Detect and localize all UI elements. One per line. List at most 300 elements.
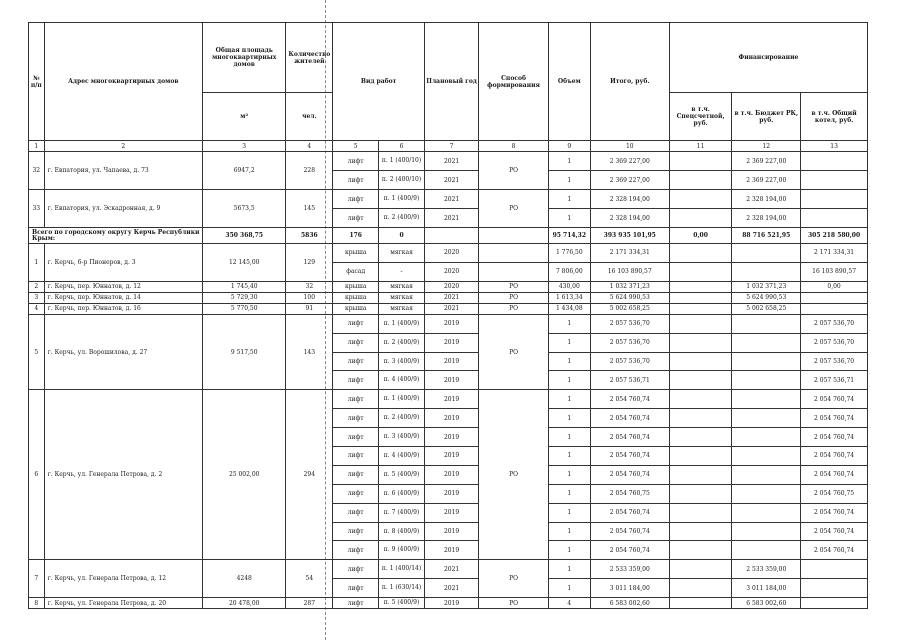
row-common: 2 054 760,74 <box>801 465 868 484</box>
row-volume: 1 <box>548 152 590 171</box>
row-residents: 287 <box>286 598 333 609</box>
row-budget <box>732 371 801 390</box>
row-method: РО <box>479 314 549 390</box>
row-work-sub: п. 1 (400/9) <box>379 390 425 409</box>
row-work-sub: п. 4 (400/9) <box>379 371 425 390</box>
column-number: 2 <box>44 141 202 152</box>
row-address: г. Евпатория, ул. Чапаева, д. 73 <box>44 152 202 190</box>
row-budget <box>732 244 801 263</box>
row-work-type: лифт <box>333 503 379 522</box>
row-residents: 228 <box>286 152 333 190</box>
total-year <box>424 228 478 244</box>
table-body-bottom <box>29 244 868 609</box>
row-work-sub: п. 1 (400/9) <box>379 190 425 209</box>
row-year: 2019 <box>424 428 478 447</box>
row-year: 2019 <box>424 352 478 371</box>
row-total: 2 054 760,74 <box>590 447 669 466</box>
row-budget: 5 624 990,53 <box>732 292 801 303</box>
row-year: 2021 <box>424 292 478 303</box>
row-special <box>669 262 732 281</box>
row-budget <box>732 333 801 352</box>
row-work-type: лифт <box>333 409 379 428</box>
total-c6: 0 <box>379 228 425 244</box>
row-work-type: лифт <box>333 541 379 560</box>
row-address: г. Керчь, пер. Юннатов, д. 12 <box>44 281 202 292</box>
row-residents: 54 <box>286 560 333 598</box>
row-budget: 3 011 184,00 <box>732 579 801 598</box>
row-num: 8 <box>29 598 45 609</box>
row-num: 3 <box>29 292 45 303</box>
row-work-type: лифт <box>333 171 379 190</box>
row-special <box>669 281 732 292</box>
row-total: 2 054 760,74 <box>590 390 669 409</box>
row-work-type: крыша <box>333 244 379 263</box>
capital-repair-table <box>28 22 868 609</box>
row-work-type: лифт <box>333 465 379 484</box>
row-address: г. Керчь, ул. Ворошилова, д. 27 <box>44 314 202 390</box>
column-number: 13 <box>801 141 868 152</box>
row-special <box>669 484 732 503</box>
total-label: Всего по городскому округу Керчь Республики Крым: <box>29 228 203 244</box>
row-method: РО <box>479 281 549 292</box>
row-year: 2019 <box>424 541 478 560</box>
column-number: 7 <box>424 141 478 152</box>
row-total: 6 583 002,60 <box>590 598 669 609</box>
row-common: 2 054 760,74 <box>801 447 868 466</box>
row-volume: 1 <box>548 409 590 428</box>
row-common <box>801 152 868 171</box>
row-work-type: крыша <box>333 281 379 292</box>
row-num: 7 <box>29 560 45 598</box>
row-work-type: лифт <box>333 484 379 503</box>
row-common <box>801 560 868 579</box>
table-row <box>29 390 868 409</box>
row-method: РО <box>479 190 549 228</box>
row-total: 2 369 227,00 <box>590 171 669 190</box>
row-area: 6947,2 <box>203 152 286 190</box>
table-row <box>29 281 868 292</box>
header-work-type: Вид работ <box>333 23 425 141</box>
row-area: 5 770,50 <box>203 303 286 314</box>
row-total: 1 032 371,23 <box>590 281 669 292</box>
row-volume: 1 <box>548 428 590 447</box>
table-row <box>29 152 868 171</box>
row-total: 2 054 760,74 <box>590 465 669 484</box>
row-common <box>801 209 868 228</box>
table-row <box>29 292 868 303</box>
row-residents: 32 <box>286 281 333 292</box>
row-method <box>479 244 549 263</box>
row-work-sub: п. 7 (400/9) <box>379 503 425 522</box>
header-residents-unit: чел. <box>286 93 333 141</box>
row-total: 2 054 760,74 <box>590 503 669 522</box>
row-residents: 145 <box>286 190 333 228</box>
row-year: 2019 <box>424 371 478 390</box>
row-residents: 294 <box>286 390 333 560</box>
row-budget: 2 328 194,00 <box>732 190 801 209</box>
row-work-type: лифт <box>333 522 379 541</box>
row-common: 2 054 760,74 <box>801 390 868 409</box>
row-special <box>669 244 732 263</box>
row-year: 2019 <box>424 598 478 609</box>
row-work-sub: мягкая <box>379 303 425 314</box>
row-year: 2019 <box>424 465 478 484</box>
row-total: 2 054 760,74 <box>590 428 669 447</box>
row-method <box>479 262 549 281</box>
row-num: 32 <box>29 152 45 190</box>
row-common: 2 054 760,74 <box>801 522 868 541</box>
header-num: № п/п <box>29 23 45 141</box>
column-number: 1 <box>29 141 45 152</box>
row-common: 2 057 536,70 <box>801 314 868 333</box>
header-total: Итого, руб. <box>590 23 669 141</box>
row-special <box>669 333 732 352</box>
row-year: 2019 <box>424 522 478 541</box>
row-work-sub: п. 1 (400/9) <box>379 314 425 333</box>
row-common: 2 054 760,74 <box>801 409 868 428</box>
row-work-sub: п. 2 (400/9) <box>379 333 425 352</box>
row-budget: 6 583 002,60 <box>732 598 801 609</box>
table-row <box>29 244 868 263</box>
row-volume: 1 <box>548 503 590 522</box>
row-total: 2 057 536,70 <box>590 352 669 371</box>
row-year: 2021 <box>424 579 478 598</box>
row-volume: 1 <box>548 465 590 484</box>
row-total: 3 011 184,00 <box>590 579 669 598</box>
row-special <box>669 409 732 428</box>
row-work-type: лифт <box>333 579 379 598</box>
row-special <box>669 465 732 484</box>
row-budget <box>732 541 801 560</box>
row-total: 2 057 536,70 <box>590 314 669 333</box>
row-volume: 1 <box>548 447 590 466</box>
row-method: РО <box>479 292 549 303</box>
row-special <box>669 371 732 390</box>
row-volume: 1 776,50 <box>548 244 590 263</box>
row-year: 2020 <box>424 262 478 281</box>
column-number: 10 <box>590 141 669 152</box>
row-work-type: лифт <box>333 598 379 609</box>
total-sum: 393 935 101,95 <box>590 228 669 244</box>
row-common: 16 103 890,57 <box>801 262 868 281</box>
column-number: 9 <box>548 141 590 152</box>
total-area: 350 368,75 <box>203 228 286 244</box>
table-row <box>29 303 868 314</box>
row-residents: 143 <box>286 314 333 390</box>
table-row <box>29 560 868 579</box>
row-special <box>669 303 732 314</box>
row-special <box>669 598 732 609</box>
row-work-sub: п. 2 (400/9) <box>379 209 425 228</box>
row-work-type: крыша <box>333 292 379 303</box>
row-common <box>801 303 868 314</box>
row-volume: 1 <box>548 371 590 390</box>
row-area: 5673,5 <box>203 190 286 228</box>
row-residents: 91 <box>286 303 333 314</box>
row-volume: 4 <box>548 598 590 609</box>
header-year: Плановый год <box>424 23 478 141</box>
row-special <box>669 352 732 371</box>
column-number: 5 <box>333 141 379 152</box>
header-financing: Финансирование <box>669 23 867 93</box>
row-work-sub: - <box>379 262 425 281</box>
row-budget: 2 369 227,00 <box>732 152 801 171</box>
row-special <box>669 522 732 541</box>
row-budget: 2 328 194,00 <box>732 209 801 228</box>
row-special <box>669 190 732 209</box>
row-total: 5 002 658,25 <box>590 303 669 314</box>
row-work-sub: п. 1 (400/10) <box>379 152 425 171</box>
row-work-sub: п. 2 (400/10) <box>379 171 425 190</box>
row-area: 12 145,00 <box>203 244 286 282</box>
table-row <box>29 598 868 609</box>
row-num: 5 <box>29 314 45 390</box>
row-work-sub: п. 8 (400/9) <box>379 522 425 541</box>
row-num: 2 <box>29 281 45 292</box>
row-special <box>669 503 732 522</box>
row-work-type: лифт <box>333 190 379 209</box>
total-residents: 5836 <box>286 228 333 244</box>
row-method: РО <box>479 390 549 560</box>
row-address: г. Керчь, пер. Юннатов, д. 14 <box>44 292 202 303</box>
row-work-sub: п. 4 (400/9) <box>379 447 425 466</box>
row-common: 2 171 334,31 <box>801 244 868 263</box>
row-budget <box>732 314 801 333</box>
row-num: 6 <box>29 390 45 560</box>
row-work-sub: п. 5 (400/9) <box>379 598 425 609</box>
row-common <box>801 190 868 209</box>
column-number: 4 <box>286 141 333 152</box>
row-budget <box>732 428 801 447</box>
row-special <box>669 171 732 190</box>
row-work-sub: п. 6 (400/9) <box>379 484 425 503</box>
row-total: 2 054 760,74 <box>590 409 669 428</box>
row-special <box>669 541 732 560</box>
row-address: г. Керчь, пер. Юннатов, д. 16 <box>44 303 202 314</box>
row-volume: 1 <box>548 390 590 409</box>
row-work-type: лифт <box>333 352 379 371</box>
row-total: 2 057 536,70 <box>590 333 669 352</box>
row-budget: 2 533 359,00 <box>732 560 801 579</box>
row-year: 2021 <box>424 209 478 228</box>
row-year: 2021 <box>424 303 478 314</box>
row-total: 2 328 194,00 <box>590 209 669 228</box>
row-common <box>801 598 868 609</box>
row-residents: 129 <box>286 244 333 282</box>
row-area: 4248 <box>203 560 286 598</box>
row-work-type: фасад <box>333 262 379 281</box>
row-budget: 5 002 658,25 <box>732 303 801 314</box>
row-common <box>801 292 868 303</box>
row-total: 2 369 227,00 <box>590 152 669 171</box>
header-volume: Объем <box>548 23 590 141</box>
total-c5: 176 <box>333 228 379 244</box>
row-num: 1 <box>29 244 45 282</box>
row-volume: 1 <box>548 333 590 352</box>
total-row <box>29 228 868 244</box>
row-special <box>669 560 732 579</box>
row-common: 2 057 536,71 <box>801 371 868 390</box>
row-address: г. Керчь, 6-р Пионеров, д. 3 <box>44 244 202 282</box>
row-special <box>669 447 732 466</box>
row-volume: 1 <box>548 560 590 579</box>
header-method: Способ формирования <box>479 23 549 141</box>
table-row <box>29 190 868 209</box>
row-budget <box>732 409 801 428</box>
row-budget <box>732 465 801 484</box>
row-work-sub: мягкая <box>379 244 425 263</box>
row-volume: 1 <box>548 541 590 560</box>
row-year: 2019 <box>424 390 478 409</box>
row-work-sub: мягкая <box>379 281 425 292</box>
row-special <box>669 314 732 333</box>
row-year: 2021 <box>424 560 478 579</box>
row-budget <box>732 262 801 281</box>
row-work-sub: мягкая <box>379 292 425 303</box>
row-work-type: лифт <box>333 560 379 579</box>
row-work-type: лифт <box>333 447 379 466</box>
row-volume: 1 <box>548 314 590 333</box>
table-body-top <box>29 152 868 228</box>
row-budget <box>732 503 801 522</box>
row-budget <box>732 447 801 466</box>
row-year: 2019 <box>424 409 478 428</box>
row-common <box>801 171 868 190</box>
total-common: 305 218 580,00 <box>801 228 868 244</box>
row-method: РО <box>479 598 549 609</box>
row-volume: 1 <box>548 171 590 190</box>
row-year: 2021 <box>424 190 478 209</box>
row-area: 5 729,30 <box>203 292 286 303</box>
row-work-sub: п. 1 (630/14) <box>379 579 425 598</box>
row-year: 2019 <box>424 503 478 522</box>
column-number: 6 <box>379 141 425 152</box>
row-area: 9 517,50 <box>203 314 286 390</box>
row-year: 2019 <box>424 333 478 352</box>
row-special <box>669 209 732 228</box>
row-budget <box>732 390 801 409</box>
row-common: 2 054 760,74 <box>801 503 868 522</box>
row-area: 20 478,00 <box>203 598 286 609</box>
row-common: 2 057 536,70 <box>801 352 868 371</box>
row-budget: 1 032 371,23 <box>732 281 801 292</box>
row-work-type: лифт <box>333 314 379 333</box>
total-special: 0,00 <box>669 228 732 244</box>
table-row <box>29 314 868 333</box>
header-special: в т.ч. Спецсчетной, руб. <box>669 93 732 141</box>
row-volume: 1 <box>548 579 590 598</box>
row-common: 2 054 760,74 <box>801 428 868 447</box>
total-method <box>479 228 549 244</box>
row-work-type: лифт <box>333 371 379 390</box>
total-budget: 88 716 521,95 <box>732 228 801 244</box>
row-special <box>669 152 732 171</box>
row-total: 5 624 990,53 <box>590 292 669 303</box>
row-work-sub: п. 1 (400/14) <box>379 560 425 579</box>
header-address: Адрес многоквартирных домов <box>44 23 202 141</box>
total-row-body <box>29 228 868 244</box>
header-area: Общая площадь многоквартирных домов <box>203 23 286 93</box>
row-work-type: лифт <box>333 209 379 228</box>
row-year: 2019 <box>424 447 478 466</box>
row-num: 4 <box>29 303 45 314</box>
row-area: 25 002,00 <box>203 390 286 560</box>
row-special <box>669 579 732 598</box>
row-work-type: крыша <box>333 303 379 314</box>
row-budget: 2 369 227,00 <box>732 171 801 190</box>
row-volume: 1 434,08 <box>548 303 590 314</box>
header-area-unit: м² <box>203 93 286 141</box>
row-common: 2 057 536,70 <box>801 333 868 352</box>
row-year: 2020 <box>424 281 478 292</box>
column-number: 3 <box>203 141 286 152</box>
row-total: 2 054 760,74 <box>590 541 669 560</box>
row-volume: 1 613,34 <box>548 292 590 303</box>
header-budget: в т.ч. Бюджет РК, руб. <box>732 93 801 141</box>
row-residents: 100 <box>286 292 333 303</box>
row-volume: 1 <box>548 209 590 228</box>
row-year: 2019 <box>424 314 478 333</box>
row-address: г. Керчь, ул. Генерала Петрова, д. 20 <box>44 598 202 609</box>
row-total: 2 054 760,74 <box>590 522 669 541</box>
row-volume: 430,00 <box>548 281 590 292</box>
row-work-sub: п. 3 (400/9) <box>379 352 425 371</box>
row-area: 1 745,40 <box>203 281 286 292</box>
total-volume: 95 714,32 <box>548 228 590 244</box>
row-work-type: лифт <box>333 152 379 171</box>
column-number: 11 <box>669 141 732 152</box>
row-year: 2019 <box>424 484 478 503</box>
row-volume: 1 <box>548 190 590 209</box>
row-total: 2 328 194,00 <box>590 190 669 209</box>
row-total: 2 533 359,00 <box>590 560 669 579</box>
row-budget <box>732 484 801 503</box>
row-total: 16 103 890,57 <box>590 262 669 281</box>
row-common <box>801 579 868 598</box>
row-total: 2 171 334,31 <box>590 244 669 263</box>
row-special <box>669 428 732 447</box>
row-volume: 7 806,00 <box>548 262 590 281</box>
row-work-sub: п. 5 (400/9) <box>379 465 425 484</box>
row-volume: 1 <box>548 352 590 371</box>
row-special <box>669 390 732 409</box>
row-volume: 1 <box>548 484 590 503</box>
row-work-type: лифт <box>333 428 379 447</box>
row-work-sub: п. 2 (400/9) <box>379 409 425 428</box>
column-number: 8 <box>479 141 549 152</box>
row-volume: 1 <box>548 522 590 541</box>
row-method: РО <box>479 303 549 314</box>
row-address: г. Керчь, ул. Генерала Петрова, д. 2 <box>44 390 202 560</box>
row-work-type: лифт <box>333 333 379 352</box>
row-common: 0,00 <box>801 281 868 292</box>
row-year: 2021 <box>424 171 478 190</box>
row-budget <box>732 352 801 371</box>
row-total: 2 054 760,75 <box>590 484 669 503</box>
row-common: 2 054 760,74 <box>801 541 868 560</box>
row-special <box>669 292 732 303</box>
row-address: г. Керчь, ул. Генерала Петрова, д. 12 <box>44 560 202 598</box>
row-year: 2020 <box>424 244 478 263</box>
header-common: в т.ч. Общий котел, руб. <box>801 93 868 141</box>
row-method: РО <box>479 560 549 598</box>
row-common: 2 054 760,75 <box>801 484 868 503</box>
column-number: 12 <box>732 141 801 152</box>
row-method: РО <box>479 152 549 190</box>
header-residents: Количество жителей <box>286 23 333 93</box>
row-work-sub: п. 3 (400/9) <box>379 428 425 447</box>
row-work-sub: п. 9 (400/9) <box>379 541 425 560</box>
